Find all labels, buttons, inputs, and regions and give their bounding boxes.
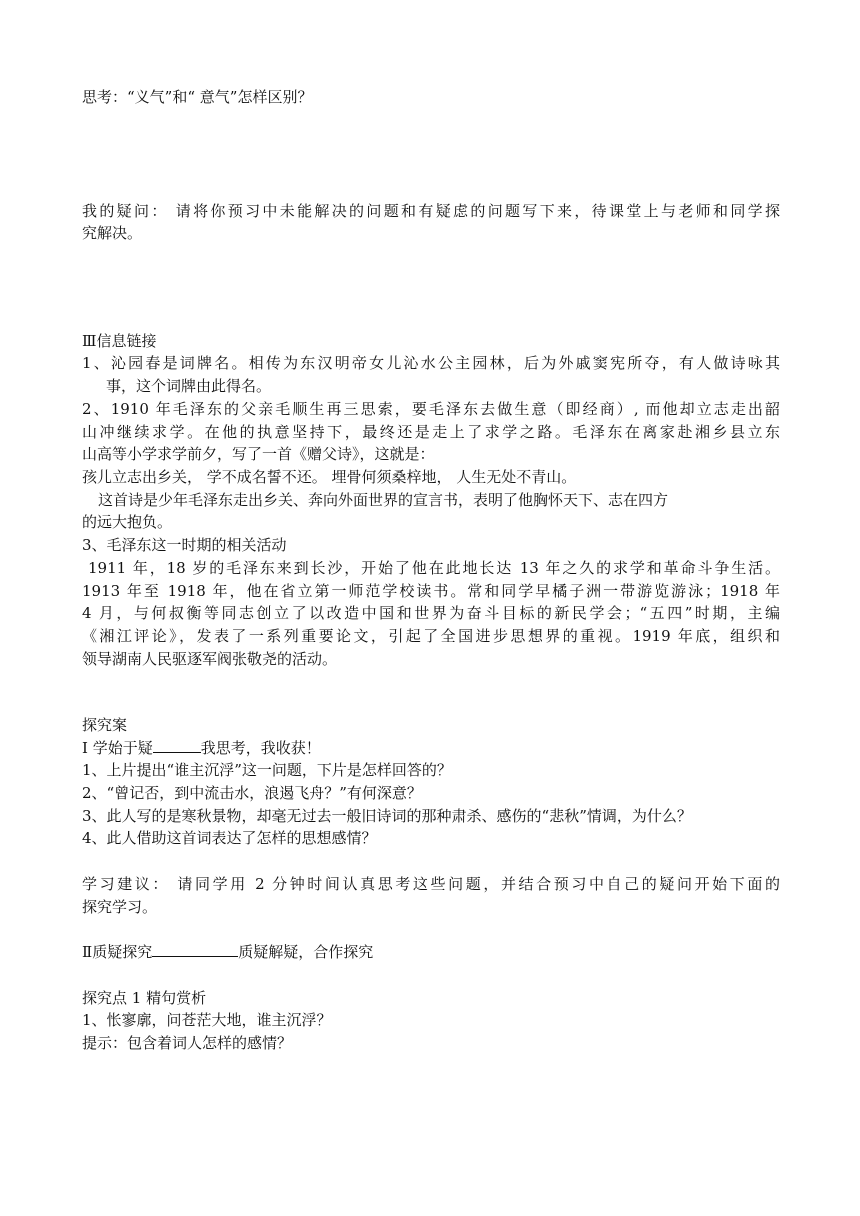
section-1-heading: [82, 737, 321, 759]
question-2: 2、“曾记否，到中流击水，浪遏飞舟？”有何深意？: [82, 784, 422, 802]
study-advice: 学习建议： 请同学用 2 分钟时间认真思考这些问题，并结合预习中自己的疑问开始下面的: [82, 875, 780, 893]
explore-point-1-question: 1、怅寥廓，问苍茫大地，谁主沉浮？: [82, 1011, 332, 1029]
info-item-3-para-3: 4 月，与何叔衡等同志创立了以改造中国和世界为奋斗目标的新民学会；“五四”时期，主编: [82, 604, 780, 622]
info-item-3-title: 3、毛泽东这一时期的相关活动: [82, 536, 287, 554]
fill-blank-line: [153, 738, 201, 753]
my-doubt-instruction-cont: 究解决。: [82, 224, 143, 242]
info-item-3-para: 1911 年，18 岁的毛泽东来到长沙，开始了他在此地长达 13 年之久的求学和革命斗争生活。: [88, 559, 780, 577]
info-item-2-cont: 山冲继续求学。在他的执意坚持下，最终还是走上了求学之路。毛泽东在离家赴湘乡县立东: [82, 423, 780, 441]
info-item-1-cont: 事，这个词牌由此得名。: [106, 377, 272, 395]
info-item-1: 1、沁园春是词牌名。相传为东汉明帝女儿沁水公主园林，后为外戚窦宪所夺，有人做诗咏其: [82, 354, 780, 372]
question-3: 3、此人写的是寒秋景物，却毫无过去一般旧诗词的那种肃杀、感伤的“悲秋”情调，为什么？: [82, 807, 692, 825]
poem-line: 孩儿立志出乡关， 学不成名誓不还。 埋骨何须桑梓地， 人生无处不青山。: [82, 468, 577, 486]
question-1: 1、上片提出“谁主沉浮”这一问题，下片是怎样回答的？: [82, 761, 452, 779]
info-item-3-para-2: 1913 年至 1918 年，他在省立第一师范学校读书。常和同学早橘子洲一带游览游泳；1918 年: [82, 582, 780, 600]
poem-note-cont: 的远大抱负。: [82, 513, 173, 531]
section-2-tail: 质疑解疑，合作探究: [238, 943, 374, 961]
info-item-3-para-4: 《湘江评论》，发表了一系列重要论文，引起了全国进步思想界的重视。1919 年底，组织和: [82, 627, 780, 645]
info-link-heading: Ⅲ信息链接: [82, 332, 157, 350]
info-item-2-cont2: 山高等小学求学前夕，写了一首《赠父诗》，这就是：: [82, 445, 435, 463]
my-doubt-instruction: 我的疑问： 请将你预习中未能解决的问题和有疑虑的问题写下来，待课堂上与老师和同学探: [82, 202, 780, 220]
section-2-heading: [82, 941, 373, 963]
section-1-lead: Ⅰ 学始于疑: [82, 739, 153, 757]
explore-point-1-title: 探究点 1 精句赏析: [82, 989, 207, 1007]
section-1-tail: 我思考，我收获！: [200, 739, 321, 757]
explore-point-1-hint: 提示：包含着词人怎样的感情？: [82, 1034, 293, 1052]
info-item-3-para-5: 领导湖南人民驱逐军阀张敬尧的活动。: [82, 650, 338, 668]
explore-heading: 探究案: [82, 716, 128, 734]
question-4: 4、此人借助这首词表达了怎样的思想感情？: [82, 829, 377, 847]
section-2-lead: Ⅱ质疑探究: [82, 943, 153, 961]
fill-blank-line: [152, 942, 238, 957]
think-question: 思考：“义气”和“ 意气”怎样区别？: [82, 88, 313, 106]
info-item-2: 2、1910 年毛泽东的父亲毛顺生再三思索，要毛泽东去做生意（即经商）, 而他却立志走出韶: [82, 400, 780, 418]
study-advice-cont: 探究学习。: [82, 898, 158, 916]
poem-note: 这首诗是少年毛泽东走出乡关、奔向外面世界的宣言书，表明了他胸怀天下、志在四方: [98, 491, 669, 509]
